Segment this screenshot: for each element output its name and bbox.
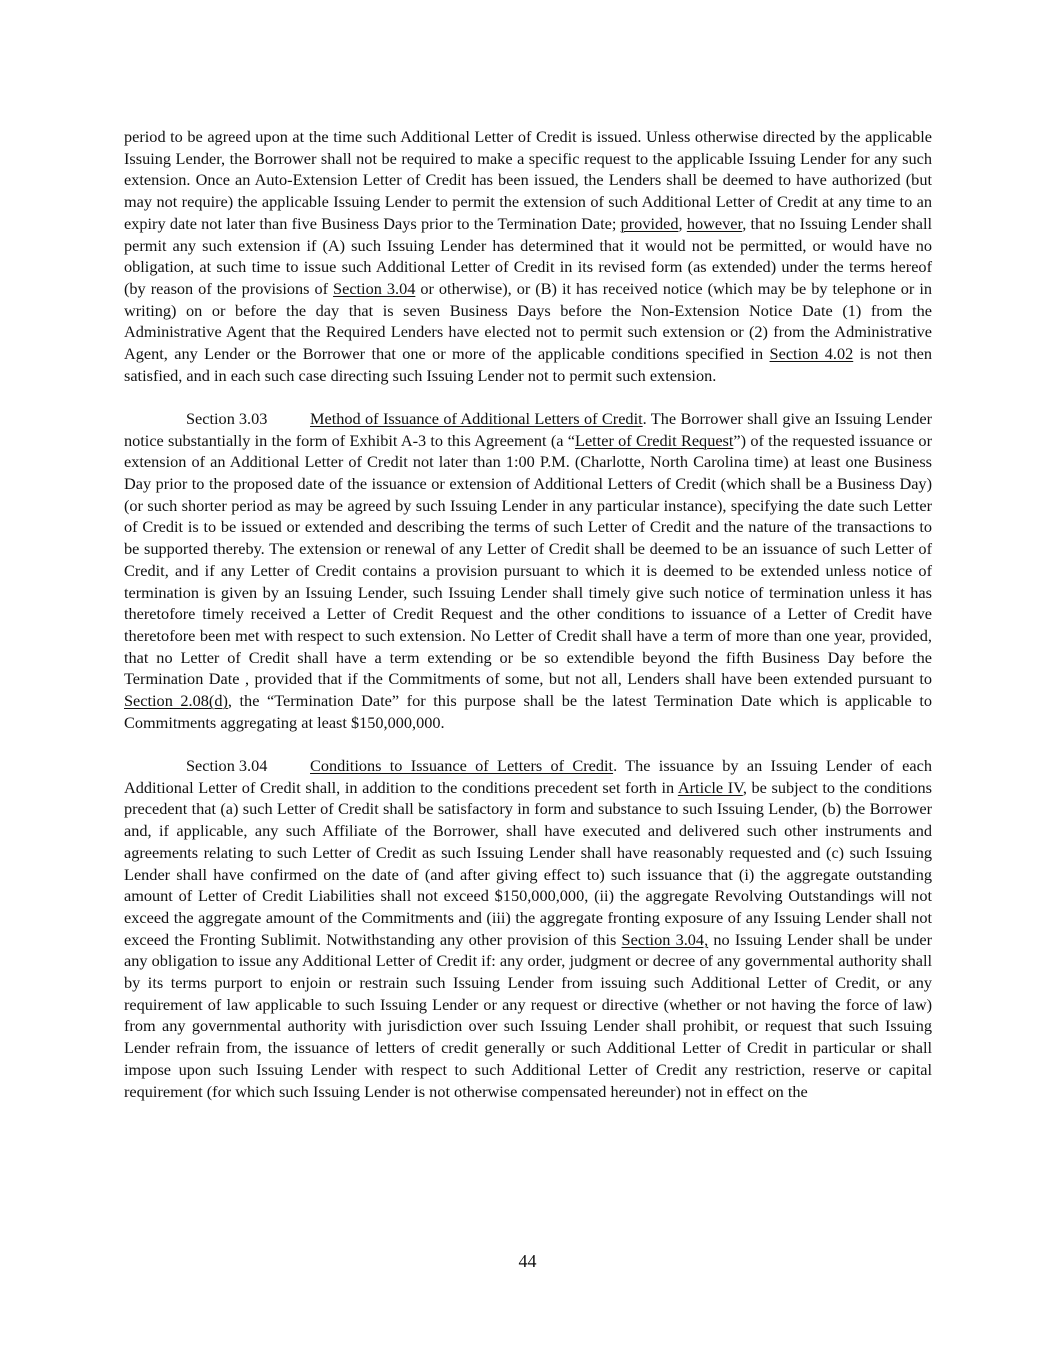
text-run: is not then satisfied, and in each such case directing such Issuing Lender not to permit such extension.: [124, 344, 932, 385]
text-run: or otherwise), or (B) it has received notice (which may be by telephone or in writing) on or before the day that is seven Business Days before the Non-Extension Notice Date (1) from the Administrative Agent that the Required Lenders have elected not to permit such extension or (2) from the Administrative Agent, any Lender or the Borrower that one or more of the applicable conditions specified in: [124, 278, 932, 364]
section-number: Section 3.03: [186, 408, 268, 428]
defined-term-letter-of-credit-request: Letter of Credit Request: [575, 430, 734, 450]
text-run: . The Borrower shall give an Issuing Lender notice substantially in the form of Exhibit A-3 to this Agreement (a “: [124, 408, 932, 450]
text-run: , that no Issuing Lender shall permit any such extension if (A) such Issuing Lender has determined that it would not be permitted, or would have no obligation, at such time to issue such Additional Letter of Credit in its revised form (as extended) under the terms hereof (by reason of the provisions of: [124, 213, 933, 298]
underlined-term-provided: provided: [620, 213, 679, 233]
section-heading: Conditions to Issuance of Letters of Credit: [310, 755, 614, 775]
section-3-04-paragraph: [124, 755, 932, 1102]
paragraph-continuation: [124, 126, 932, 386]
document-page: [124, 126, 932, 1124]
section-3-03-paragraph: [124, 408, 932, 734]
underlined-term-however: however: [686, 213, 743, 233]
section-number: Section 3.04: [186, 755, 268, 775]
section-heading: Method of Issuance of Additional Letters of Credit: [310, 408, 643, 428]
cross-reference-section-4-02: Section 4.02: [769, 344, 854, 364]
cross-reference-section-3-04: Section 3.04,: [621, 929, 709, 949]
text-run: ”) of the requested issuance or extension of an Additional Letter of Credit not later than 1:00 P.M. (Charlotte, North Carolina time) at least one Business Day prior to the proposed date of the issuance or extension of Additional Letters of Credit (which shall be a Business Day) (or such shorter period as may be agreed by such Issuing Lender in any particular instance), specifying the date such Letter of Credit is to be issued or extended and describing the terms of such Letter of Credit and the nature of the transactions to be supported thereby. The extension or renewal of any Letter of Credit shall be deemed to be an issuance of such Letter of Credit, and if any Letter of Credit contains a provision pursuant to which it is deemed to be extended unless notice of termination is given by an Issuing Lender, such Issuing Lender shall timely give such notice of termination unless it has theretofore timely received a Letter of Credit Request and the other conditions to issuance of a Letter of Credit have theretofore been met with respect to such extension. No Letter of Credit shall have a term of more than one year, provided, that no Letter of Credit shall have a term extending or be so extendible beyond the fifth Business Day before the Termination Date , provided that if the Commitments of some, but not all, Lenders shall have been extended pursuant to: [124, 430, 932, 689]
text-run: no Issuing Lender shall be under any obligation to issue any Additional Letter of Credit if: any order, judgment or decree of any governmental authority shall by its terms purport to enjoin or restrain such Issuing Lender from issuing such Additional Letter of Credit, or any requirement of law applicable to such Issuing Lender or any request or directive (whether or not having the force of law) from any governmental authority with jurisdiction over such Issuing Lender shall prohibit, or request that such Issuing Lender refrain from, the issuance of letters of credit generally or such Additional Letter of Credit in particular or shall impose upon such Issuing Lender with respect to such Additional Letter of Credit any restriction, reserve or capital requirement (for which such Issuing Lender is not otherwise compensated hereunder) not in effect on the: [124, 929, 933, 1101]
cross-reference-section-2-08d: Section 2.08(d): [124, 691, 228, 711]
text-run: , be subject to the conditions precedent that (a) such Letter of Credit shall be satisfactory in form and substance to such Issuing Lender, (b) the Borrower and, if applicable, any such Affiliate of the Borrower, shall have executed and delivered such other instruments and agreements relating to such Letter of Credit as such Issuing Lender shall have reasonably requested and (c) such Issuing Lender shall have confirmed on the date of (and after giving effect to) such issuance that (i) the aggregate outstanding amount of Letter of Credit Liabilities shall not exceed $150,000,000, (ii) the aggregate Revolving Outstandings will not exceed the aggregate amount of the Commitments and (iii) the aggregate fronting exposure of any Issuing Lender shall not exceed the Fronting Sublimit. Notwithstanding any other provision of this: [124, 777, 933, 949]
cross-reference-section-3-04: Section 3.04: [333, 278, 416, 298]
text-run: period to be agreed upon at the time such Additional Letter of Credit is issued. Unless otherwise directed by the applicable Issuing Lender, the Borrower shall not be required to make a specific request to the applicable Issuing Lender for any such extension. Once an Auto-Extension Letter of Credit has been issued, the Lenders shall be deemed to have authorized (but may not require) the applicable Issuing Lender to permit the extension of such Additional Letter of Credit at any time to an expiry date not later than five Business Days prior to the Termination Date;: [124, 127, 932, 233]
text-run: ,: [678, 213, 687, 233]
cross-reference-article-iv: Article IV: [677, 777, 743, 797]
text-run: . The issuance by an Issuing Lender of each Additional Letter of Credit shall, in addition to the conditions precedent set forth in: [124, 755, 932, 797]
page-number: 44: [518, 1251, 537, 1271]
text-run: , the “Termination Date” for this purpose shall be the latest Termination Date which is applicable to Commitments aggregating at least $150,000,000.: [124, 691, 932, 732]
